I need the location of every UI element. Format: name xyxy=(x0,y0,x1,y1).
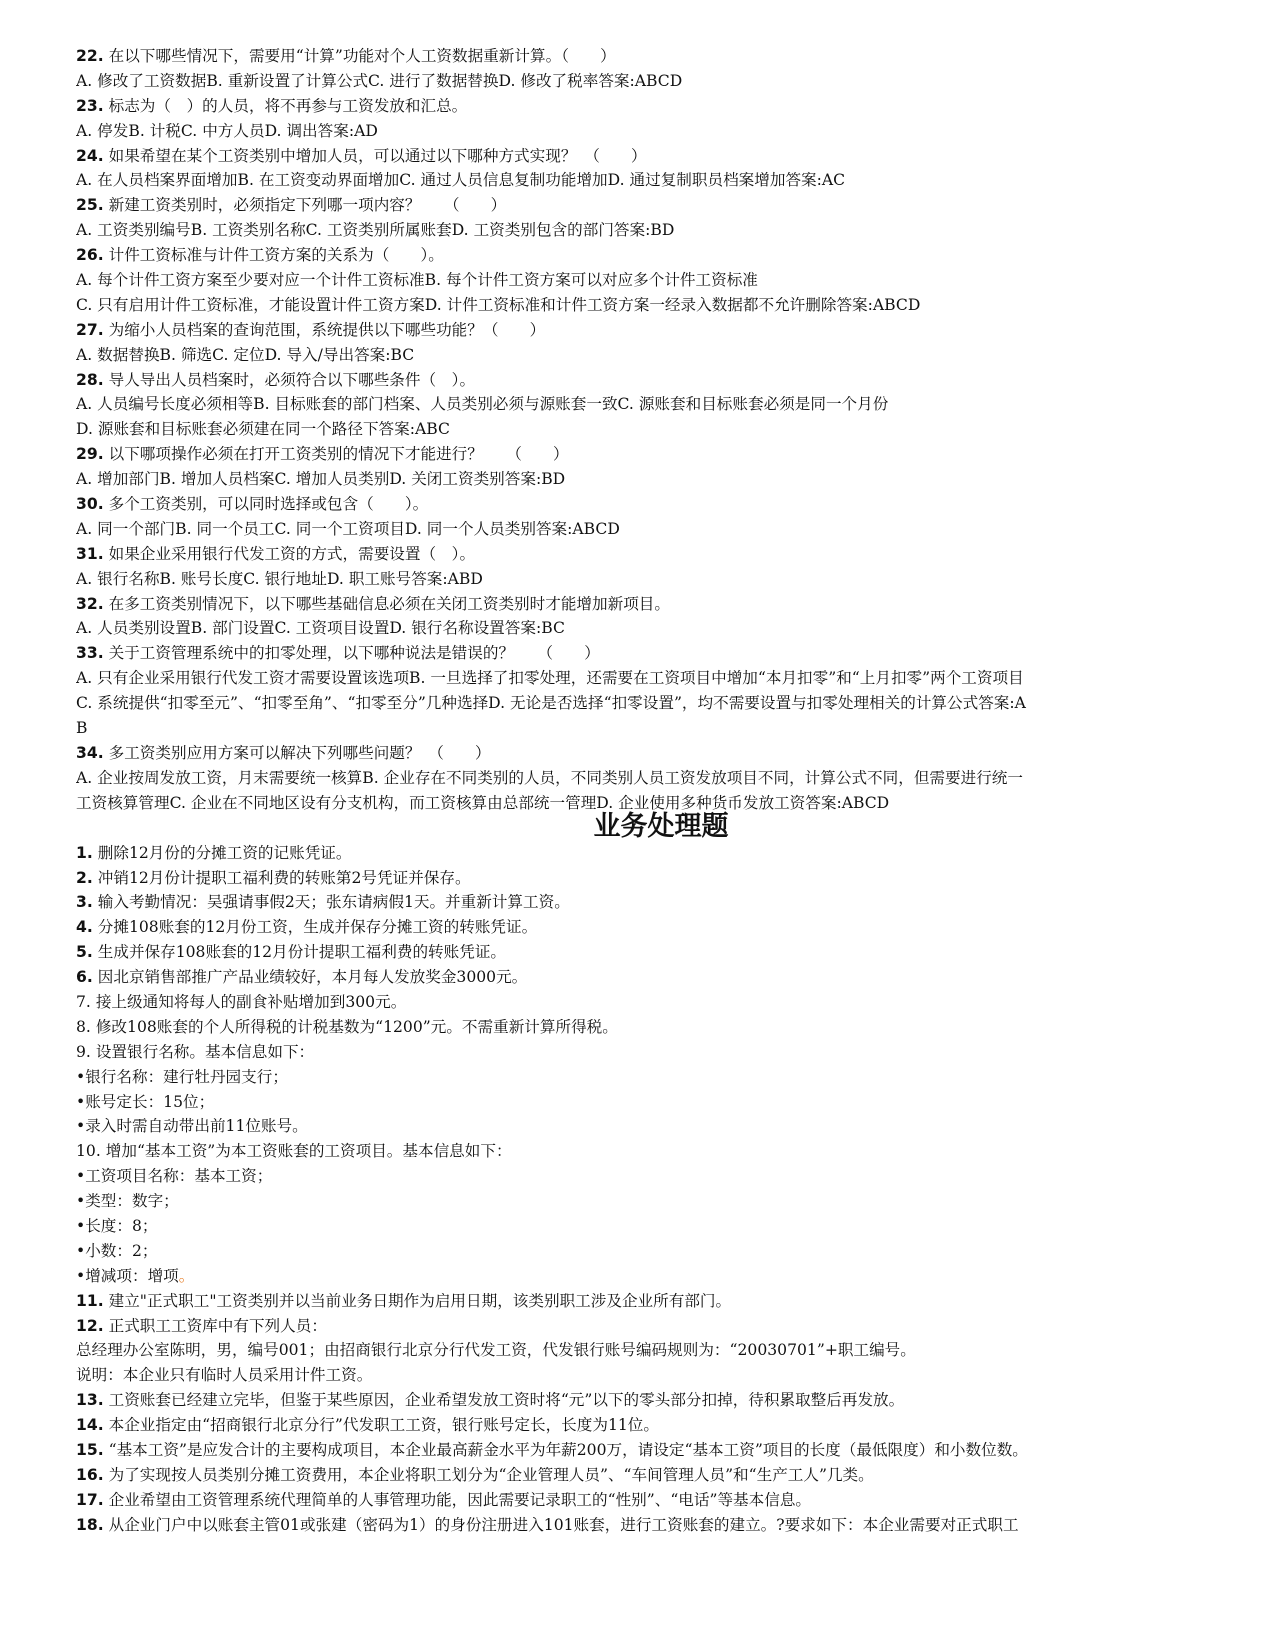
item-text: 本企业指定由“招商银行北京分行”代发职工工资，银行账号定长，长度为11位。 xyxy=(108,1416,659,1435)
item-detail: •类型：数字； xyxy=(76,1192,179,1211)
task-line xyxy=(76,1114,1206,1139)
question-line xyxy=(76,492,1206,517)
item-text: 因北京销售部推广产品业绩较好，本月每人发放奖金3000元。 xyxy=(97,968,528,987)
question-line xyxy=(76,94,1206,119)
question-line xyxy=(76,343,1206,368)
item-detail: A. 只有企业采用银行代发工资才需要设置该选项B. 一旦选择了扣零处理，还需要在工资项目中增加“本月扣零”和“上月扣零”两个工资项目 xyxy=(76,669,1024,688)
task-line xyxy=(76,1413,1206,1438)
task-line xyxy=(76,1065,1206,1090)
item-text: 如果希望在某个工资类别中增加人员，可以通过以下哪种方式实现？ （ ） xyxy=(108,146,647,165)
question-line xyxy=(76,716,1206,741)
question-line xyxy=(76,442,1206,467)
task-line xyxy=(76,1090,1206,1115)
item-number: 30. xyxy=(76,495,104,514)
question-line xyxy=(76,666,1206,691)
task-line xyxy=(76,990,1206,1015)
question-line xyxy=(76,44,1206,69)
item-number: 32. xyxy=(76,594,104,613)
item-detail: A. 人员类别设置B. 部门设置C. 工资项目设置D. 银行名称设置答案:BC xyxy=(76,619,565,638)
item-text: 多工资类别应用方案可以解决下列哪些问题？ （ ） xyxy=(108,743,491,762)
item-number: 11. xyxy=(76,1291,104,1310)
business-tasks xyxy=(76,841,1206,1538)
question-line xyxy=(76,567,1206,592)
item-text: 计件工资标准与计件工资方案的关系为（ ）。 xyxy=(108,246,444,265)
item-text: 从企业门户中以账套主管01或张建（密码为1）的身份注册进入101账套，进行工资账套的建立。?要求如下：本企业需要对正式职工 xyxy=(108,1515,1019,1534)
item-text: 导人导出人员档案时，必须符合以下哪些条件（ ）。 xyxy=(108,370,476,389)
item-detail: A. 银行名称B. 账号长度C. 银行地址D. 职工账号答案:ABD xyxy=(76,569,483,588)
item-number: 22. xyxy=(76,47,104,65)
question-line xyxy=(76,467,1206,492)
question-line xyxy=(76,293,1206,318)
item-detail: •长度：8； xyxy=(76,1216,158,1235)
item-text: 输入考勤情况：吴强请事假2天；张东请病假1天。并重新计算工资。 xyxy=(97,893,570,912)
item-number: 29. xyxy=(76,445,104,464)
multiple-choice-questions xyxy=(76,44,1206,816)
task-line xyxy=(76,1139,1206,1164)
item-text: 关于工资管理系统中的扣零处理，以下哪种说法是错误的？ （ ） xyxy=(108,644,600,663)
item-number: 17. xyxy=(76,1490,104,1509)
item-text: 新建工资类别时，必须指定下列哪一项内容？ （ ） xyxy=(108,196,507,215)
task-line xyxy=(76,1264,1206,1289)
task-line xyxy=(76,1164,1206,1189)
item-text: 分摊108账套的12月份工资，生成并保存分摊工资的转账凭证。 xyxy=(97,918,538,937)
item-number: 1. xyxy=(76,843,93,862)
question-line xyxy=(76,741,1206,766)
question-line xyxy=(76,243,1206,268)
item-number: 25. xyxy=(76,196,104,215)
task-line xyxy=(76,890,1206,915)
task-line xyxy=(76,1189,1206,1214)
question-line xyxy=(76,193,1206,218)
item-text: 为缩小人员档案的查询范围，系统提供以下哪些功能？（ ） xyxy=(108,320,546,339)
item-number: 14. xyxy=(76,1416,104,1435)
task-line xyxy=(76,1338,1206,1363)
item-detail: A. 每个计件工资方案至少要对应一个计件工资标准B. 每个计件工资方案可以对应多个计件工资标准 xyxy=(76,271,758,290)
item-text: 企业希望由工资管理系统代理简单的人事管理功能，因此需要记录职工的“性别”、“电话”等基本信息。 xyxy=(108,1490,812,1509)
task-line xyxy=(76,915,1206,940)
question-line xyxy=(76,517,1206,542)
item-detail: •小数：2； xyxy=(76,1241,158,1260)
item-number: 24. xyxy=(76,146,104,165)
question-line xyxy=(76,691,1206,716)
question-line xyxy=(76,218,1206,243)
item-detail: 说明：本企业只有临时人员采用计件工资。 xyxy=(76,1366,373,1385)
task-line xyxy=(76,1463,1206,1488)
item-detail: A. 同一个部门B. 同一个员工C. 同一个工资项目D. 同一个人员类别答案:ABCD xyxy=(76,519,620,538)
task-line xyxy=(76,1214,1206,1239)
question-line xyxy=(76,392,1206,417)
item-detail: 7. 接上级通知将每人的副食补贴增加到300元。 xyxy=(76,992,407,1011)
item-detail: A. 人员编号长度必须相等B. 目标账套的部门档案、人员类别必须与源账套一致C. 源账套和目标账套必须是同一个月份 xyxy=(76,395,889,414)
item-number: 16. xyxy=(76,1465,104,1484)
item-number: 33. xyxy=(76,644,104,663)
task-line xyxy=(76,940,1206,965)
task-line xyxy=(76,1015,1206,1040)
question-line xyxy=(76,168,1206,193)
item-text: 工资账套已经建立完毕，但鉴于某些原因，企业希望发放工资时将“元”以下的零头部分扣掉，待积累取整后再发放。 xyxy=(108,1391,905,1410)
item-detail: B xyxy=(76,719,88,738)
item-number: 18. xyxy=(76,1515,104,1534)
item-text: 以下哪项操作必须在打开工资类别的情况下才能进行？ （ ） xyxy=(108,445,569,464)
item-number: 4. xyxy=(76,918,93,937)
item-detail: 8. 修改108账套的个人所得税的计税基数为“1200”元。不需重新计算所得税。 xyxy=(76,1017,618,1036)
item-number: 31. xyxy=(76,544,104,563)
item-detail: 9. 设置银行名称。基本信息如下： xyxy=(76,1042,315,1061)
task-line xyxy=(76,1040,1206,1065)
item-detail: A. 增加部门B. 增加人员档案C. 增加人员类别D. 关闭工资类别答案:BD xyxy=(76,470,566,489)
task-line xyxy=(76,866,1206,891)
item-detail: A. 企业按周发放工资，月末需要统一核算B. 企业存在不同类别的人员，不同类别人员工资发放项目不同，计算公式不同，但需要进行统一 xyxy=(76,768,1023,787)
question-line xyxy=(76,268,1206,293)
item-detail: D. 源账套和目标账套必须建在同一个路径下答案:ABC xyxy=(76,420,450,439)
item-detail: C. 只有启用计件工资标准，才能设置计件工资方案D. 计件工资标准和计件工资方案一经录入数据都不允许删除答案:ABCD xyxy=(76,295,921,314)
item-text: 冲销12月份计提职工福利费的转账第2号凭证并保存。 xyxy=(97,868,471,887)
task-line xyxy=(76,1289,1206,1314)
task-line xyxy=(76,1488,1206,1513)
item-detail: 10. 增加“基本工资”为本工资账套的工资项目。基本信息如下： xyxy=(76,1142,512,1161)
item-text: 正式职工工资库中有下列人员： xyxy=(108,1316,327,1335)
item-detail: A. 修改了工资数据B. 重新设置了计算公式C. 进行了数据替换D. 修改了税率答案:ABCD xyxy=(76,71,683,90)
task-line xyxy=(76,1314,1206,1339)
item-number: 28. xyxy=(76,370,104,389)
item-text: 建立"正式职工"工资类别并以当前业务日期作为启用日期，该类别职工涉及企业所有部门。 xyxy=(108,1291,732,1310)
item-dot: 。 xyxy=(178,1266,195,1285)
item-text: 在多工资类别情况下，以下哪些基础信息必须在关闭工资类别时才能增加新项目。 xyxy=(108,594,670,613)
task-line xyxy=(76,965,1206,990)
item-detail: •工资项目名称：基本工资； xyxy=(76,1167,273,1186)
item-number: 2. xyxy=(76,868,93,887)
item-detail: 总经理办公室陈明，男，编号001；由招商银行北京分行代发工资，代发银行账号编码规则为：“20030701”+职工编号。 xyxy=(76,1341,916,1360)
item-detail: •账号定长：15位； xyxy=(76,1092,215,1111)
task-line xyxy=(76,1363,1206,1388)
item-number: 26. xyxy=(76,246,104,265)
question-line xyxy=(76,119,1206,144)
item-detail: •增减项：增项 xyxy=(76,1266,179,1285)
item-number: 27. xyxy=(76,320,104,339)
question-line xyxy=(76,641,1206,666)
item-detail: 工资核算管理C. 企业在不同地区设有分支机构，而工资核算由总部统一管理D. 企业使用多种货币发放工资答案:ABCD xyxy=(76,793,890,812)
item-number: 6. xyxy=(76,968,93,987)
document-page xyxy=(76,44,1206,1538)
question-line xyxy=(76,318,1206,343)
task-line xyxy=(76,1513,1206,1538)
task-line xyxy=(76,1438,1206,1463)
item-detail: •银行名称：建行牡丹园支行； xyxy=(76,1067,288,1086)
item-number: 13. xyxy=(76,1391,104,1410)
item-number: 23. xyxy=(76,96,104,115)
question-line xyxy=(76,417,1206,442)
item-detail: A. 数据替换B. 筛选C. 定位D. 导入/导出答案:BC xyxy=(76,345,415,364)
item-text: 如果企业采用银行代发工资的方式，需要设置（ ）。 xyxy=(108,544,476,563)
item-number: 3. xyxy=(76,893,93,912)
item-text: 在以下哪些情况下，需要用“计算”功能对个人工资数据重新计算。（ ） xyxy=(108,47,616,65)
item-detail: A. 在人员档案界面增加B. 在工资变动界面增加C. 通过人员信息复制功能增加D. 通过复制职员档案增加答案:AC xyxy=(76,171,846,190)
question-line xyxy=(76,616,1206,641)
item-detail: C. 系统提供“扣零至元”、“扣零至角”、“扣零至分”几种选择D. 无论是否选择“扣零设置”，均不需要设置与扣零处理相关的计算公式答案:A xyxy=(76,694,1026,713)
task-line xyxy=(76,1388,1206,1413)
task-line xyxy=(76,1239,1206,1264)
item-number: 5. xyxy=(76,943,93,962)
question-line xyxy=(76,368,1206,393)
item-number: 12. xyxy=(76,1316,104,1335)
question-line xyxy=(76,766,1206,791)
item-text: 生成并保存108账套的12月份计提职工福利费的转账凭证。 xyxy=(97,943,507,962)
question-line xyxy=(76,144,1206,169)
item-number: 34. xyxy=(76,743,104,762)
item-text: 标志为（ ）的人员，将不再参与工资发放和汇总。 xyxy=(108,96,468,115)
item-detail: A. 工资类别编号B. 工资类别名称C. 工资类别所属账套D. 工资类别包含的部门答案:BD xyxy=(76,221,675,240)
item-detail: •录入时需自动带出前11位账号。 xyxy=(76,1117,308,1136)
question-line xyxy=(76,592,1206,617)
item-text: “基本工资”是应发合计的主要构成项目，本企业最高薪金水平为年薪200万，请设定“基本工资”项目的长度（最低限度）和小数位数。 xyxy=(108,1440,1028,1459)
section-title: 业务处理题 xyxy=(593,810,729,842)
item-text: 删除12月份的分摊工资的记账凭证。 xyxy=(97,843,352,862)
task-line xyxy=(76,841,1206,866)
question-line xyxy=(76,69,1206,94)
item-detail: A. 停发B. 计税C. 中方人员D. 调出答案:AD xyxy=(76,121,378,140)
item-text: 为了实现按人员类别分摊工资费用，本企业将职工划分为“企业管理人员”、“车间管理人员”和“生产工人”几类。 xyxy=(108,1465,874,1484)
question-line xyxy=(76,542,1206,567)
item-text: 多个工资类别，可以同时选择或包含（ ）。 xyxy=(108,495,429,514)
item-number: 15. xyxy=(76,1440,104,1459)
